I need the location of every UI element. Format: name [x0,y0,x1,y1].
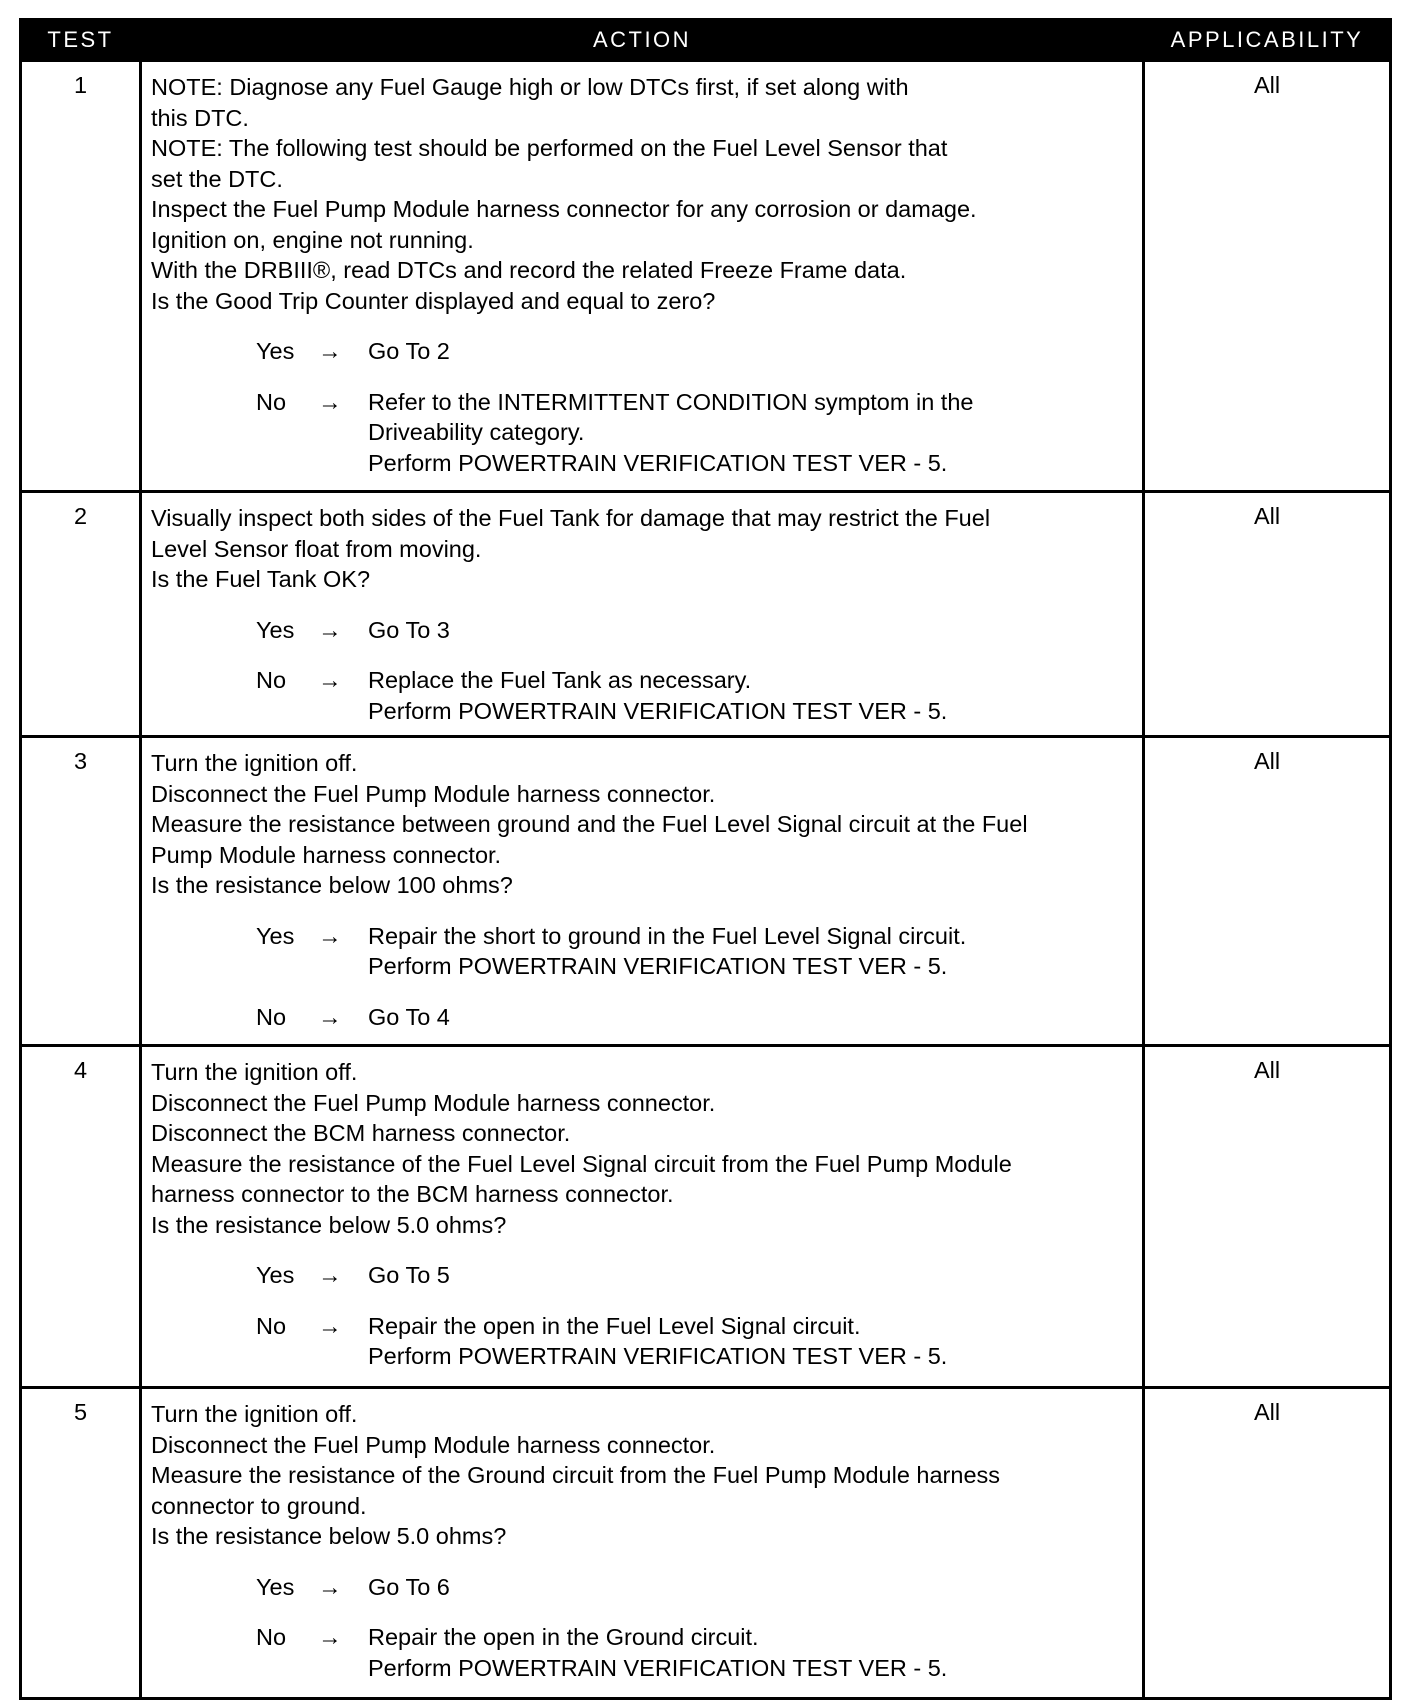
outcome-line: Perform POWERTRAIN VERIFICATION TEST VER - 5. [368,1343,948,1369]
outcome-line: Perform POWERTRAIN VERIFICATION TEST VER - 5. [368,697,948,724]
no-label: No [256,1312,287,1339]
table-row [21,1388,1391,1699]
test-number: 3 [21,737,141,1046]
no-outcome [151,1002,1136,1033]
outcome-line: Repair the short to ground in the Fuel Level Signal circuit. [368,922,967,949]
outcome-line: Perform POWERTRAIN VERIFICATION TEST VER - 5. [368,1654,948,1681]
yes-outcome [151,1572,1136,1603]
action-line: NOTE: The following test should be performed on the Fuel Level Sensor that [151,135,948,161]
test-number: 5 [21,1388,141,1699]
outcome-line: Go To 4 [368,1003,450,1030]
action-line: Turn the ignition off. [151,750,358,776]
right-arrow-icon: → [318,338,342,364]
no-label: No [256,1003,287,1030]
yes-outcome-text [368,1260,1136,1291]
right-arrow-icon: → [318,667,342,693]
right-arrow-icon: → [318,1003,342,1030]
no-outcome-text [368,387,1136,479]
diagnostic-test-table [19,18,1392,1700]
table-row [21,61,1391,492]
yes-outcome-text [368,921,1136,982]
action-line: Is the Good Trip Counter displayed and equal to zero? [151,287,716,314]
right-arrow-icon: → [318,1573,342,1600]
right-arrow-icon: → [318,1312,342,1339]
action-line: Disconnect the Fuel Pump Module harness connector. [151,780,716,807]
right-arrow-icon: → [318,1262,342,1288]
action-line: Is the resistance below 5.0 ohms? [151,1211,507,1238]
no-label: No [256,1624,287,1650]
right-arrow-icon: → [318,388,342,415]
action-cell [141,737,1144,1046]
no-outcome-text [368,1311,1136,1372]
outcome-line: Go To 5 [368,1262,450,1288]
action-line: Measure the resistance between ground and the Fuel Level Signal circuit at the Fuel [151,811,1028,837]
outcome-line: Repair the open in the Ground circuit. [368,1624,759,1650]
yes-label: Yes [256,616,295,643]
action-cell [141,1046,1144,1388]
action-line: Ignition on, engine not running. [151,226,474,253]
action-cell [141,1388,1144,1699]
diagnostic-test-table-container [19,18,1389,1700]
table-body [21,61,1391,1699]
yes-label: Yes [256,922,295,949]
no-outcome-text [368,1622,1136,1683]
applicability-cell: All [1144,492,1391,737]
action-line: Is the resistance below 5.0 ohms? [151,1523,507,1549]
action-line: Disconnect the Fuel Pump Module harness connector. [151,1089,716,1116]
outcome-line: Repair the open in the Fuel Level Signal circuit. [368,1312,861,1339]
yes-label: Yes [256,1262,295,1288]
action-line: connector to ground. [151,1492,367,1519]
table-row [21,492,1391,737]
yes-outcome-text [368,336,1136,367]
action-line: Is the resistance below 100 ohms? [151,872,513,898]
test-number: 1 [21,61,141,492]
no-outcome-text [368,1002,1136,1033]
action-line: this DTC. [151,104,249,131]
test-number: 2 [21,492,141,737]
action-line: Measure the resistance of the Ground circuit from the Fuel Pump Module harness [151,1462,1001,1488]
no-outcome [151,1311,1136,1372]
no-outcome [151,1622,1136,1683]
action-line: Measure the resistance of the Fuel Level Signal circuit from the Fuel Pump Module [151,1150,1012,1177]
no-outcome [151,387,1136,479]
outcome-line: Replace the Fuel Tank as necessary. [368,667,752,693]
header-action: ACTION [141,20,1144,61]
action-line: Pump Module harness connector. [151,841,502,868]
action-line: With the DRBIII®, read DTCs and record the related Freeze Frame data. [151,257,907,283]
action-cell [141,61,1144,492]
outcome-line: Go To 3 [368,616,450,643]
action-line: NOTE: Diagnose any Fuel Gauge high or low DTCs first, if set along with [151,74,909,100]
yes-outcome-text [368,615,1136,646]
action-line: set the DTC. [151,165,283,192]
outcome-line: Perform POWERTRAIN VERIFICATION TEST VER - 5. [368,953,948,979]
outcome-line: Refer to the INTERMITTENT CONDITION symptom in the [368,388,974,415]
applicability-cell: All [1144,1046,1391,1388]
right-arrow-icon: → [318,1624,342,1650]
yes-outcome [151,1260,1136,1291]
action-line: Turn the ignition off. [151,1401,358,1427]
yes-outcome [151,336,1136,367]
yes-label: Yes [256,1573,295,1600]
outcome-line: Go To 2 [368,338,450,364]
action-line: Disconnect the Fuel Pump Module harness connector. [151,1431,716,1458]
action-line: Visually inspect both sides of the Fuel Tank for damage that may restrict the Fuel [151,505,991,531]
action-line: Is the Fuel Tank OK? [151,566,371,592]
no-label: No [256,667,287,693]
table-row [21,737,1391,1046]
header-applicability: APPLICABILITY [1144,20,1391,61]
no-outcome [151,665,1136,726]
right-arrow-icon: → [318,616,342,643]
outcome-line: Driveability category. [368,419,585,445]
applicability-cell: All [1144,61,1391,492]
no-outcome-text [368,665,1136,726]
right-arrow-icon: → [318,922,342,949]
no-label: No [256,388,287,415]
action-cell [141,492,1144,737]
yes-outcome [151,921,1136,982]
yes-outcome [151,615,1136,646]
table-header-row [21,20,1391,61]
action-line: Inspect the Fuel Pump Module harness connector for any corrosion or damage. [151,196,977,222]
outcome-line: Go To 6 [368,1573,450,1600]
table-row [21,1046,1391,1388]
yes-label: Yes [256,338,295,364]
yes-outcome-text [368,1572,1136,1603]
action-line: harness connector to the BCM harness connector. [151,1181,674,1207]
applicability-cell: All [1144,1388,1391,1699]
test-number: 4 [21,1046,141,1388]
outcome-line: Perform POWERTRAIN VERIFICATION TEST VER - 5. [368,449,948,476]
action-line: Disconnect the BCM harness connector. [151,1120,571,1146]
applicability-cell: All [1144,737,1391,1046]
header-test: TEST [21,20,141,61]
action-line: Level Sensor float from moving. [151,535,482,562]
action-line: Turn the ignition off. [151,1059,358,1085]
